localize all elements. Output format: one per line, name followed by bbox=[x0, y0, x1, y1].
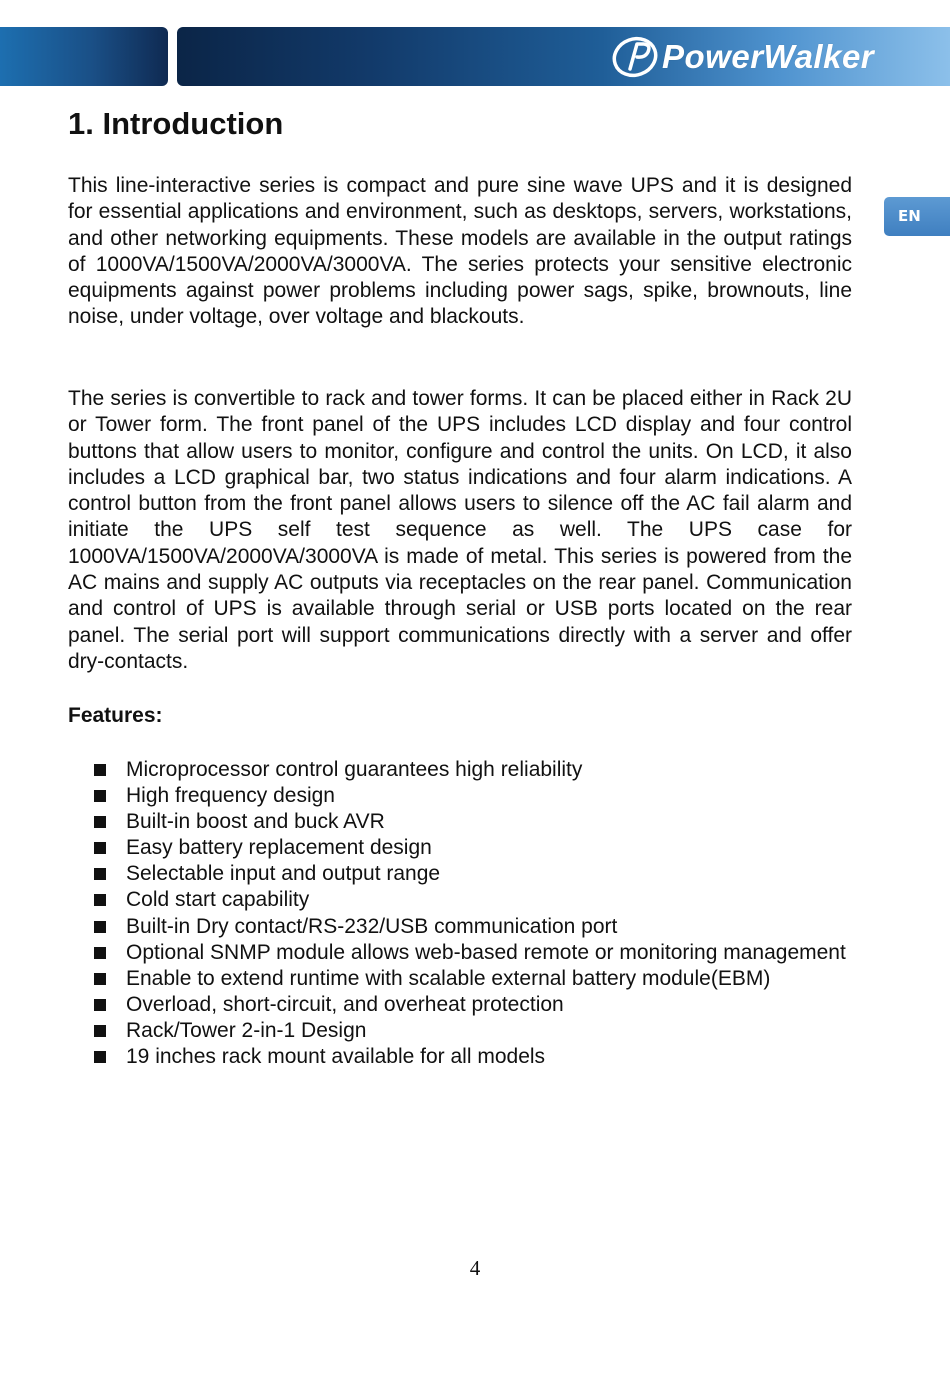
square-bullet-icon bbox=[94, 973, 106, 985]
language-tab-en[interactable]: EN bbox=[884, 197, 950, 236]
list-item bbox=[94, 809, 882, 835]
banner-left-segment bbox=[0, 27, 168, 86]
features-heading: Features: bbox=[68, 704, 163, 727]
intro-paragraph-2: The series is convertible to rack and tower forms. It can be placed either in Rack 2U or Tower form. The front panel of the UPS includes LCD display and four control buttons that allow users to monitor, configure and control the units. On LCD, it also includes a LCD graphical bar, two status indications and four alarm indications. A control button from the front panel allows users to silence off the AC fail alarm and initiate the UPS self test sequence as well. The UPS case for 1000VA/1500VA/2000VA/3000VA is made of metal. This series is powered from the AC mains and supply AC outputs via receptacles on the rear panel. Communication and control of UPS is available through serial or USB ports located on the rear panel. The serial port will support communications directly with a server and offer dry-contacts. bbox=[68, 387, 852, 673]
brand-name: PowerWalker bbox=[662, 38, 875, 75]
feature-text: Selectable input and output range bbox=[126, 862, 441, 886]
section-title: 1. Introduction bbox=[68, 106, 284, 141]
list-item bbox=[94, 783, 882, 809]
list-item bbox=[94, 1018, 882, 1044]
list-item bbox=[94, 887, 882, 913]
feature-text: Enable to extend runtime with scalable external battery module(EBM) bbox=[126, 966, 771, 990]
square-bullet-icon bbox=[94, 1025, 106, 1037]
brand-logo bbox=[610, 35, 874, 79]
square-bullet-icon bbox=[94, 842, 106, 854]
page-number: 4 bbox=[469, 1256, 481, 1280]
feature-text: Overload, short-circuit, and overheat protection bbox=[126, 992, 564, 1016]
feature-text: Optional SNMP module allows web-based remote or monitoring management bbox=[126, 940, 846, 964]
intro-paragraph-1: This line-interactive series is compact and pure sine wave UPS and it is designed for essential applications and environment, such as desktops, servers, workstations, and other networking equipments. These models are available in the output ratings of 1000VA/1500VA/2000VA/3000VA. The series protects your sensitive electronic equipments against power problems including power sags, spike, brownouts, line noise, under voltage, over voltage and blackouts. bbox=[68, 174, 852, 329]
list-item bbox=[94, 757, 882, 783]
list-item bbox=[94, 1044, 882, 1070]
list-item bbox=[94, 966, 882, 992]
square-bullet-icon bbox=[94, 921, 106, 933]
square-bullet-icon bbox=[94, 894, 106, 906]
square-bullet-icon bbox=[94, 816, 106, 828]
feature-text: Cold start capability bbox=[126, 888, 310, 912]
list-item bbox=[94, 992, 882, 1018]
power-walker-logo-icon bbox=[610, 35, 660, 79]
list-item bbox=[94, 835, 882, 861]
list-item bbox=[94, 861, 882, 887]
square-bullet-icon bbox=[94, 947, 106, 959]
feature-text: Microprocessor control guarantees high reliability bbox=[126, 758, 583, 781]
feature-text: Easy battery replacement design bbox=[126, 836, 432, 860]
feature-text: Built-in Dry contact/RS-232/USB communication port bbox=[126, 914, 618, 938]
header-banner bbox=[0, 27, 950, 86]
square-bullet-icon bbox=[94, 999, 106, 1011]
feature-text: Rack/Tower 2-in-1 Design bbox=[126, 1018, 367, 1042]
list-item bbox=[94, 914, 882, 940]
square-bullet-icon bbox=[94, 764, 106, 776]
square-bullet-icon bbox=[94, 1051, 106, 1063]
list-item bbox=[94, 940, 882, 966]
feature-text: 19 inches rack mount available for all models bbox=[126, 1045, 546, 1069]
feature-text: Built-in boost and buck AVR bbox=[126, 810, 385, 834]
square-bullet-icon bbox=[94, 790, 106, 802]
feature-list bbox=[94, 757, 882, 1070]
square-bullet-icon bbox=[94, 868, 106, 880]
feature-text: High frequency design bbox=[126, 784, 335, 808]
